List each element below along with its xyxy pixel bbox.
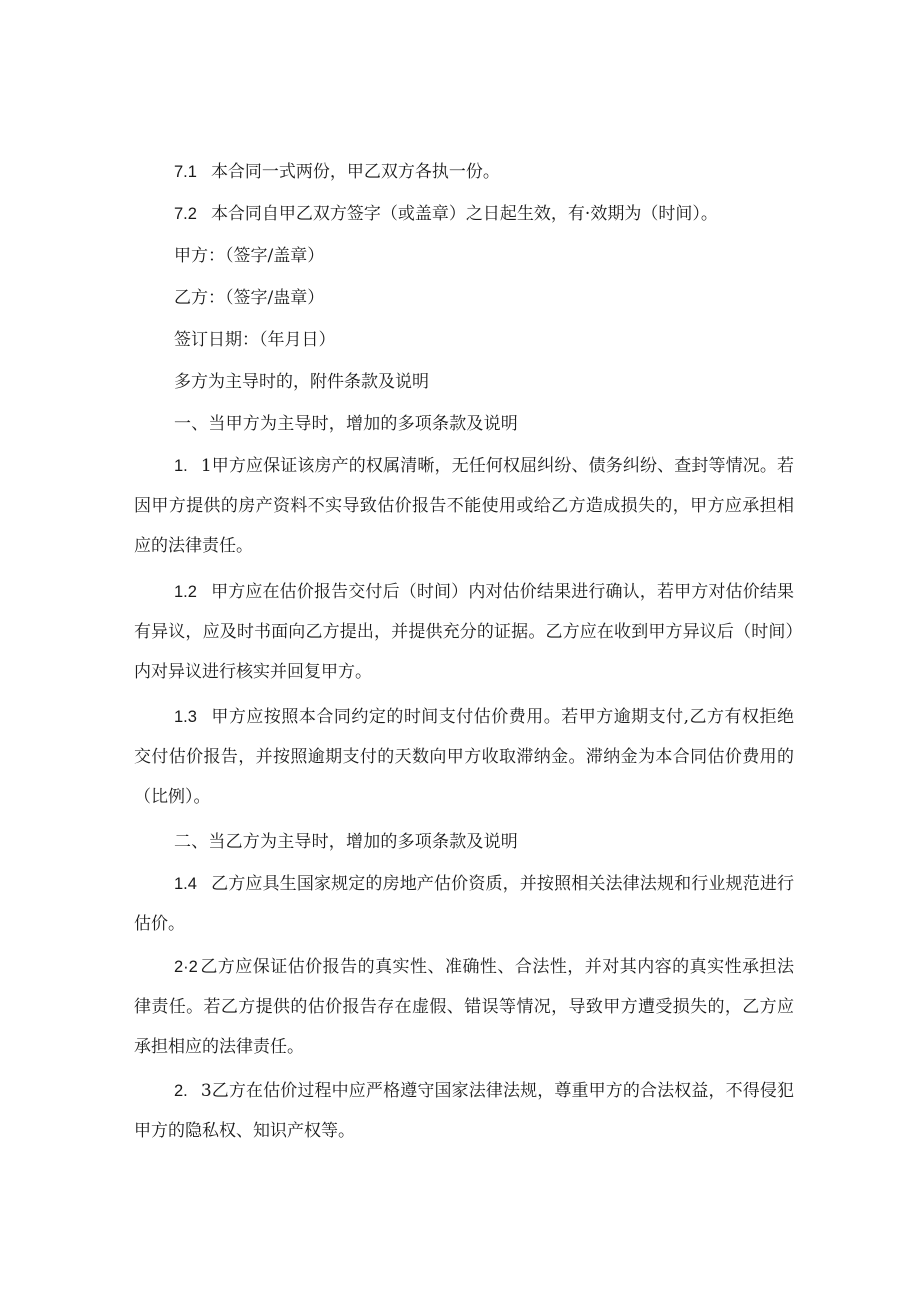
- party-b-signature: 乙方：（签字/蛊章）: [174, 288, 325, 308]
- item-number: 1.3: [174, 708, 197, 726]
- item-number: 1.4: [174, 875, 197, 893]
- clause-text: 本合同自甲乙双方签字（或盖章）之日起生效，有·效期为（时间）。: [210, 204, 718, 224]
- section-a-item-3: [134, 697, 794, 817]
- item-number: 2.: [174, 1082, 188, 1100]
- item-text: 甲方应按照本合同约定的时间支付估价费用。若甲方逾期支付,乙方有权拒绝交付估价报告，并按照逾期支付的天数向甲方收取滞纳金。滞纳金为本合同估价费用的（比例）。: [134, 707, 794, 807]
- item-number: 2·2: [174, 958, 198, 976]
- item-text: 乙方应具生国家规定的房地产估价资质，并按照相关法律法规和行业规范进行估价。: [134, 874, 794, 934]
- item-number: 1.2: [174, 583, 197, 601]
- item-text: 3乙方在估价过程中应严格遵守国家法律法规，尊重甲方的合法权益，不得侵犯甲方的隐私权、知识产权等。: [134, 1081, 794, 1141]
- item-text: 乙方应保证估价报告的真实性、准确性、合法性，并对其内容的真实性承担法律责任。若乙方提供的估价报告存在虚假、错误等情况，导致甲方遭受损失的，乙方应承担相应的法律责任。: [134, 957, 794, 1057]
- section-a-item-2: [134, 572, 794, 692]
- party-a-signature: 甲方：（签字/盖章）: [174, 246, 325, 266]
- item-number: 1.: [174, 457, 188, 475]
- section-b-item-3: [134, 1071, 794, 1151]
- clause-7-1: [174, 162, 500, 182]
- clause-7-2: [174, 204, 718, 224]
- item-text: 甲方应在估价报告交付后（时间）内对估价结果进行确认，若甲方对估价结果有异议，应及时书面向乙方提出，并提供充分的证据。乙方应在收到甲方异议后（时间）内对异议进行核实并回复甲方。: [134, 582, 794, 682]
- signing-date: 签订日期：（年月日）: [174, 330, 336, 350]
- section-b-item-2: [134, 947, 794, 1067]
- clause-number: 7.1: [174, 163, 197, 181]
- clause-number: 7.2: [174, 205, 197, 223]
- section-a-heading: 一、当甲方为主导时，增加的多项条款及说明: [174, 414, 518, 434]
- multi-party-note: 多方为主导时的，附件条款及说明: [174, 372, 429, 392]
- item-text: 1甲方应保证该房产的权属清晰，无任何权屈纠纷、债务纠纷、查封等情况。若因甲方提供的房产资料不实导致估价报告不能使用或给乙方造成损失的，甲方应承担相应的法律责任。: [134, 456, 794, 556]
- section-b-item-1: [134, 864, 794, 944]
- clause-text: 本合同一式两份，甲乙双方各执一份。: [210, 162, 500, 182]
- section-b-heading: 二、当乙方为主导时，增加的多项条款及说明: [174, 832, 518, 852]
- section-a-item-1: [134, 446, 794, 566]
